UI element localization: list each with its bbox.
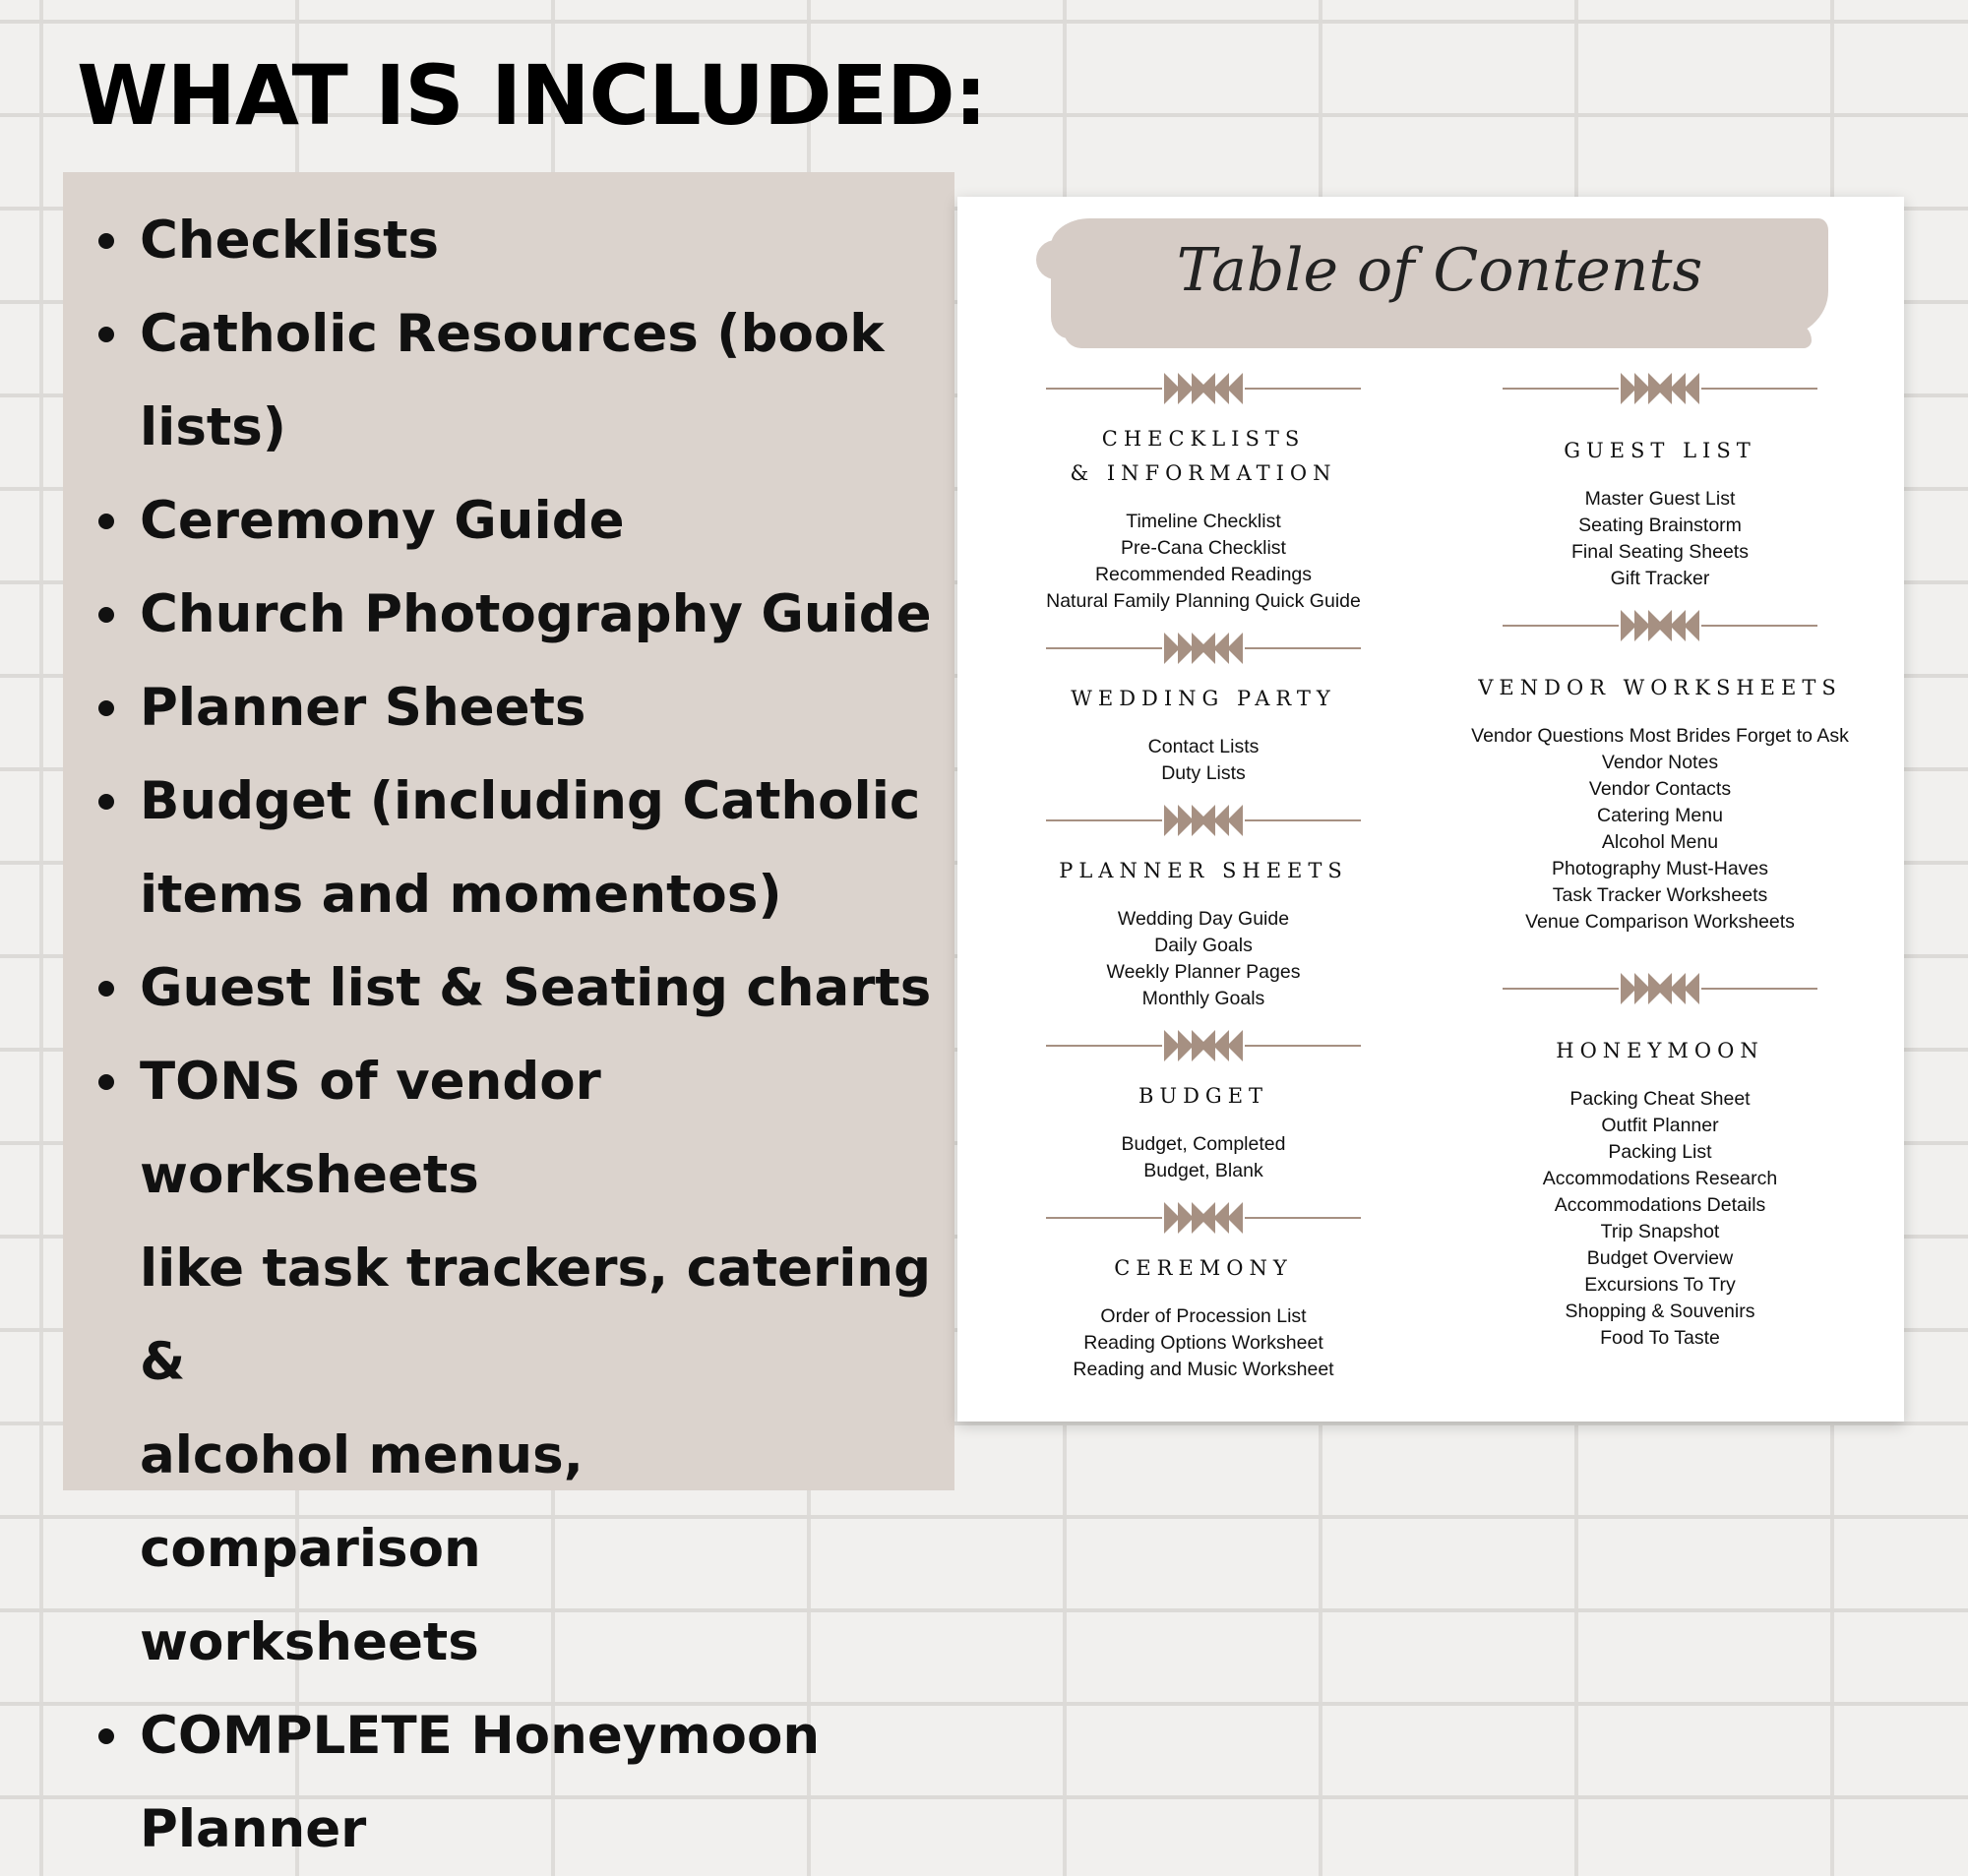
toc-section-title-line: CEREMONY [1114, 1256, 1293, 1280]
toc-item: Photography Must-Haves [1551, 858, 1769, 879]
toc-item: Weekly Planner Pages [1106, 961, 1301, 983]
toc-item: Seating Brainstorm [1578, 514, 1742, 536]
toc-item: Venue Comparison Worksheets [1525, 911, 1795, 933]
arrow-divider-icon [1046, 1026, 1361, 1065]
toc-title: Table of Contents [1176, 236, 1703, 305]
feature-item [63, 474, 935, 568]
bullet-icon [98, 1728, 114, 1744]
feature-text: Checklists [140, 211, 439, 271]
feature-item [63, 568, 935, 661]
toc-section [997, 629, 1410, 787]
toc-item: Order of Procession List [1100, 1305, 1307, 1327]
feature-item [63, 661, 935, 755]
feature-text: COMPLETE Honeymoon [140, 1706, 821, 1766]
toc-item-list [1453, 1086, 1867, 1352]
toc-item: Master Guest List [1584, 488, 1736, 510]
toc-item: Shopping & Souvenirs [1565, 1301, 1755, 1322]
feature-text: Guest list & Seating charts [140, 958, 932, 1018]
toc-item: Catering Menu [1597, 805, 1723, 826]
toc-item: Excursions To Try [1584, 1274, 1736, 1296]
toc-item: Vendor Notes [1601, 752, 1719, 773]
toc-section-title [997, 1079, 1410, 1114]
feature-text: Catholic Resources (book lists) [140, 304, 885, 457]
toc-item: Outfit Planner [1601, 1115, 1719, 1136]
toc-section [997, 801, 1410, 1012]
toc-item: Gift Tracker [1610, 568, 1710, 589]
toc-item: Contact Lists [1147, 736, 1260, 757]
feature-text: alcohol menus, comparison [140, 1425, 584, 1579]
bullet-icon [98, 233, 114, 249]
bullet-icon [98, 700, 114, 716]
bullet-icon [98, 794, 114, 810]
feature-text: Budget (including Catholic [140, 771, 921, 831]
toc-item: Reading Options Worksheet [1083, 1332, 1323, 1354]
page-headline: WHAT IS INCLUDED: [77, 47, 987, 144]
toc-item-list [1453, 723, 1867, 936]
toc-section [997, 1026, 1410, 1184]
toc-section-title [1453, 434, 1867, 468]
toc-section-title-line: CHECKLISTS [1101, 427, 1306, 451]
toc-item: Budget, Completed [1121, 1133, 1286, 1155]
feature-item [63, 1035, 935, 1689]
features-list [63, 194, 935, 1876]
toc-section-title [997, 854, 1410, 888]
feature-text: Ceremony Guide [140, 491, 625, 551]
bullet-icon [98, 981, 114, 997]
toc-item: Monthly Goals [1141, 988, 1265, 1009]
feature-item [63, 1689, 935, 1876]
bullet-icon [98, 607, 114, 623]
toc-item: Accommodations Details [1554, 1194, 1766, 1216]
toc-item: Reading and Music Worksheet [1073, 1359, 1334, 1380]
toc-item-list [997, 734, 1410, 787]
toc-item: Accommodations Research [1542, 1168, 1778, 1189]
toc-item: Final Seating Sheets [1571, 541, 1749, 563]
feature-item [63, 194, 935, 287]
feature-item [63, 755, 935, 941]
feature-text: Church Photography Guide [140, 584, 932, 644]
arrow-divider-icon [1046, 1198, 1361, 1238]
toc-item: Vendor Contacts [1588, 778, 1732, 800]
toc-item: Recommended Readings [1094, 564, 1313, 585]
toc-section-title [997, 1251, 1410, 1286]
toc-section [997, 369, 1410, 615]
bullet-icon [98, 1074, 114, 1090]
arrow-divider-icon [1503, 369, 1817, 408]
toc-section-title-line: VENDOR WORKSHEETS [1478, 676, 1842, 699]
feature-text: Planner Sheets [140, 678, 586, 738]
toc-section [997, 1198, 1410, 1383]
toc-section-title [997, 682, 1410, 716]
toc-item: Packing List [1608, 1141, 1712, 1163]
feature-text: like task trackers, catering & [140, 1239, 932, 1392]
toc-section-title-line: HONEYMOON [1556, 1039, 1764, 1062]
toc-item: Daily Goals [1154, 935, 1253, 956]
bullet-icon [98, 327, 114, 342]
toc-item-list [997, 906, 1410, 1012]
feature-text: Planner [140, 1799, 367, 1859]
arrow-divider-icon [1046, 629, 1361, 668]
toc-section [1453, 369, 1867, 592]
toc-item-list [997, 509, 1410, 615]
toc-section-title-line: GUEST LIST [1564, 439, 1756, 462]
feature-text: items and momentos) [140, 865, 782, 925]
arrow-divider-icon [1046, 369, 1361, 408]
toc-section-title-line: & INFORMATION [1070, 461, 1337, 485]
toc-section-title [1453, 1034, 1867, 1068]
bullet-icon [98, 514, 114, 529]
arrow-divider-icon [1046, 801, 1361, 840]
toc-item-list [997, 1303, 1410, 1383]
toc-item: Budget, Blank [1143, 1160, 1263, 1181]
toc-section [1453, 606, 1867, 936]
arrow-divider-icon [1503, 606, 1817, 645]
toc-item: Wedding Day Guide [1117, 908, 1290, 930]
toc-item: Trip Snapshot [1600, 1221, 1720, 1242]
feature-item [63, 941, 935, 1035]
toc-section-title [997, 422, 1410, 491]
feature-item [63, 287, 935, 474]
feature-text: worksheets [140, 1612, 479, 1672]
toc-item: Packing Cheat Sheet [1569, 1088, 1751, 1110]
toc-section-title-line: PLANNER SHEETS [1059, 859, 1348, 882]
toc-item: Natural Family Planning Quick Guide [1046, 590, 1361, 612]
arrow-divider-icon [1503, 969, 1817, 1008]
toc-item: Budget Overview [1586, 1247, 1734, 1269]
toc-item: Task Tracker Worksheets [1552, 884, 1768, 906]
toc-document-preview [957, 197, 1904, 1422]
toc-section [1453, 969, 1867, 1352]
toc-right-column [1453, 369, 1867, 1352]
toc-item: Pre-Cana Checklist [1121, 537, 1286, 559]
toc-item: Timeline Checklist [1126, 511, 1281, 532]
toc-section-title [1453, 671, 1867, 705]
included-features-panel [63, 172, 954, 1859]
toc-item: Alcohol Menu [1601, 831, 1719, 853]
toc-left-column [997, 369, 1410, 1383]
toc-item: Food To Taste [1600, 1327, 1720, 1349]
toc-item: Vendor Questions Most Brides Forget to Ask [1471, 725, 1849, 747]
toc-item-list [1453, 486, 1867, 592]
toc-item: Duty Lists [1161, 762, 1246, 784]
toc-section-title-line: BUDGET [1138, 1084, 1269, 1108]
toc-item-list [997, 1131, 1410, 1184]
toc-section-title-line: WEDDING PARTY [1071, 687, 1336, 710]
feature-text: TONS of vendor worksheets [140, 1052, 601, 1205]
